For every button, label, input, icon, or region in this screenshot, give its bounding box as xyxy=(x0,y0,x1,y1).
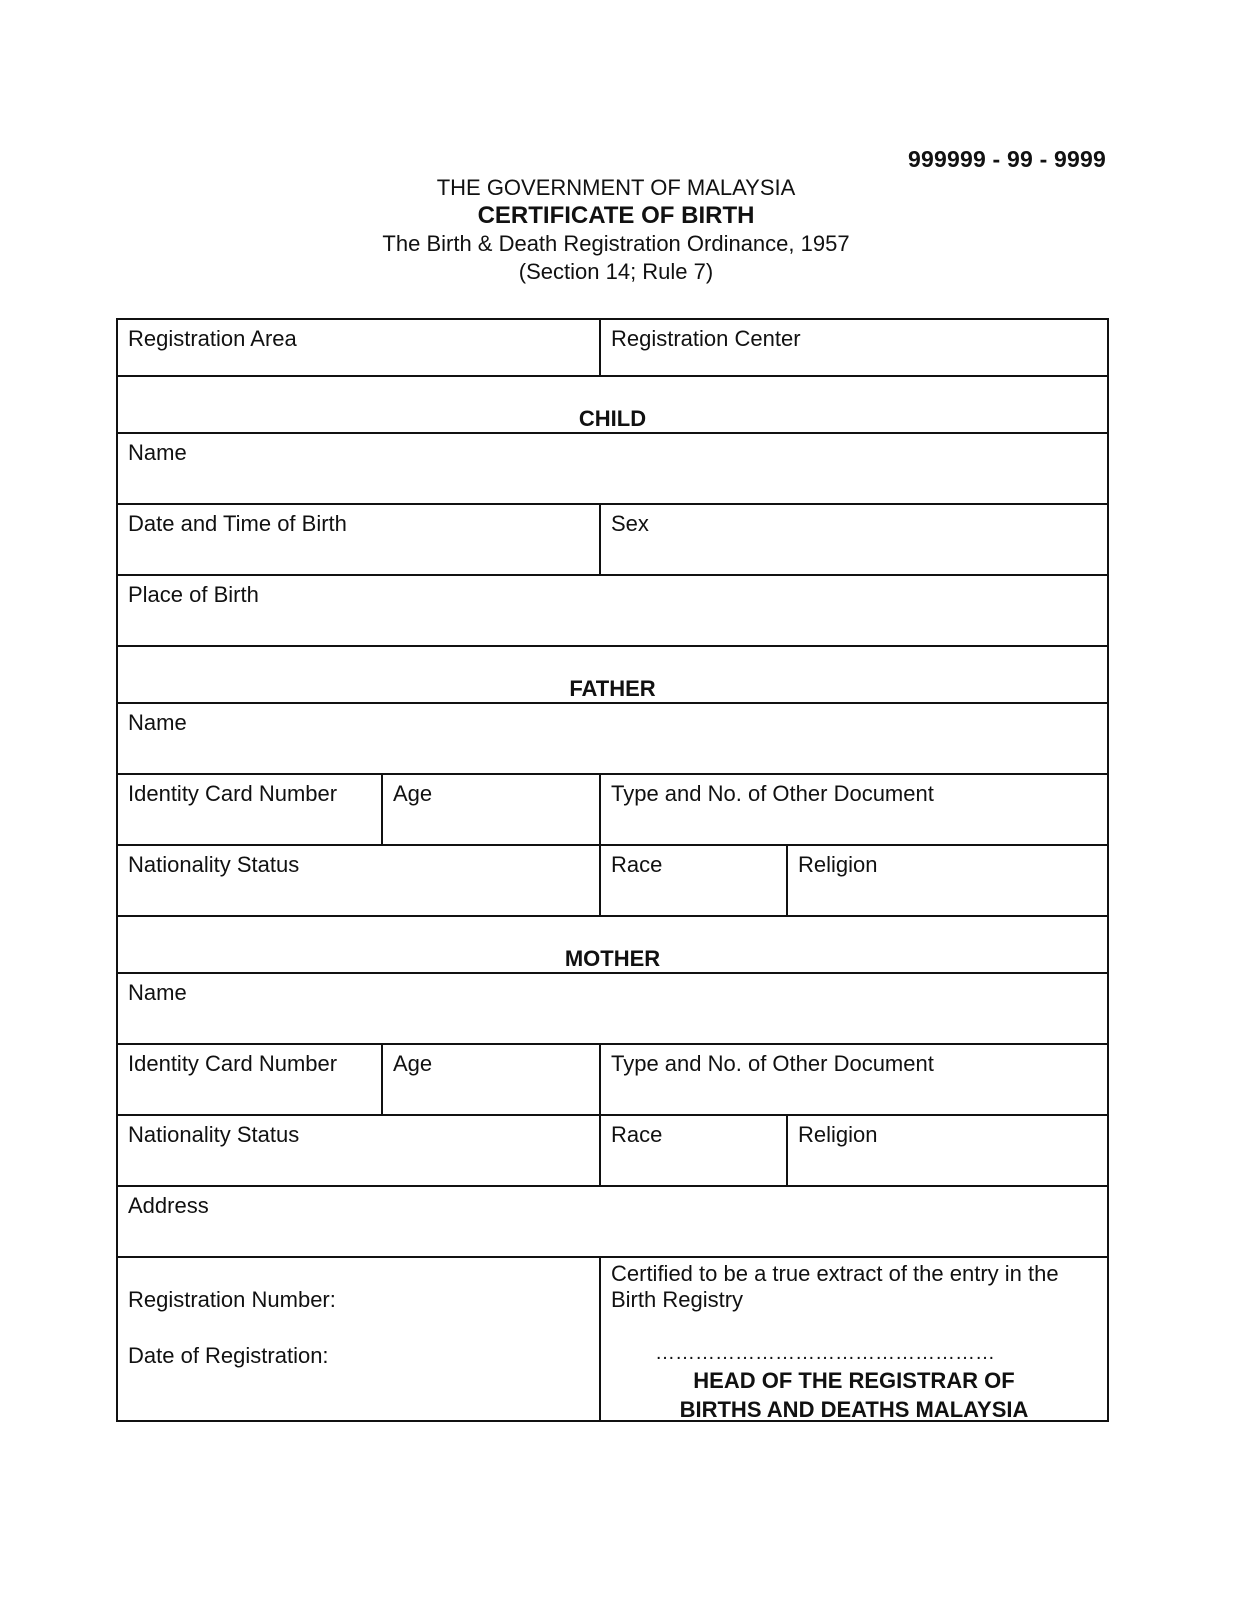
father-age-cell xyxy=(383,775,601,846)
father-ic-cell xyxy=(118,775,383,846)
mother-other-doc-label: Type and No. of Other Document xyxy=(611,1051,934,1076)
registration-area-cell xyxy=(118,320,601,377)
mother-heading-label: MOTHER xyxy=(564,946,661,971)
registration-date-label: Date of Registration: xyxy=(128,1343,329,1368)
father-nationality-label: Nationality Status xyxy=(128,852,300,877)
registration-number-label: Registration Number: xyxy=(128,1287,336,1312)
child-sex-label: Sex xyxy=(611,511,649,536)
father-other-doc-label: Type and No. of Other Document xyxy=(611,781,934,806)
signatory-line-2: BIRTHS AND DEATHS MALAYSIA xyxy=(679,1397,1029,1422)
certificate-title: CERTIFICATE OF BIRTH xyxy=(477,202,755,229)
mother-section-heading xyxy=(118,917,1107,974)
child-sex-cell xyxy=(601,505,1107,576)
child-place-label: Place of Birth xyxy=(128,582,259,607)
mother-name-label: Name xyxy=(128,980,187,1005)
child-heading-label: CHILD xyxy=(578,406,647,431)
father-section-heading xyxy=(118,647,1107,704)
mother-name-cell xyxy=(118,974,1107,1045)
signatory-line-1: HEAD OF THE REGISTRAR OF xyxy=(693,1368,1015,1393)
child-place-cell xyxy=(118,576,1107,647)
signature-line: …………………………………………… xyxy=(655,1342,995,1364)
child-dob-label: Date and Time of Birth xyxy=(128,511,347,536)
address-cell xyxy=(118,1187,1107,1258)
mother-other-doc-cell xyxy=(601,1045,1107,1116)
registration-center-label: Registration Center xyxy=(611,326,801,351)
father-heading-label: FATHER xyxy=(569,676,656,701)
signatory-title xyxy=(601,1366,1107,1424)
mother-ic-label: Identity Card Number xyxy=(128,1051,338,1076)
father-religion-label: Religion xyxy=(798,852,878,877)
mother-nationality-label: Nationality Status xyxy=(128,1122,300,1147)
mother-age-cell xyxy=(383,1045,601,1116)
father-race-cell xyxy=(601,846,788,917)
mother-religion-cell xyxy=(788,1116,1107,1187)
mother-race-cell xyxy=(601,1116,788,1187)
father-age-label: Age xyxy=(393,781,433,806)
registration-details-cell xyxy=(118,1258,601,1420)
government-name: THE GOVERNMENT OF MALAYSIA xyxy=(436,175,796,200)
certified-text: Certified to be a true extract of the entry in the Birth Registry xyxy=(611,1261,1059,1312)
document-number: 999999 - 99 - 9999 xyxy=(908,146,1106,172)
child-name-label: Name xyxy=(128,440,187,465)
section-reference: (Section 14; Rule 7) xyxy=(518,259,714,284)
father-race-label: Race xyxy=(611,852,663,877)
ordinance-reference: The Birth & Death Registration Ordinance, 1957 xyxy=(382,231,850,256)
father-nationality-cell xyxy=(118,846,601,917)
mother-ic-cell xyxy=(118,1045,383,1116)
certificate-header xyxy=(116,174,1116,286)
father-name-cell xyxy=(118,704,1107,775)
child-name-cell xyxy=(118,434,1107,505)
mother-nationality-cell xyxy=(118,1116,601,1187)
certification-cell xyxy=(601,1258,1107,1420)
address-label: Address xyxy=(128,1193,209,1218)
child-dob-cell xyxy=(118,505,601,576)
mother-race-label: Race xyxy=(611,1122,663,1147)
father-name-label: Name xyxy=(128,710,187,735)
registration-area-label: Registration Area xyxy=(128,326,297,351)
father-religion-cell xyxy=(788,846,1107,917)
child-section-heading xyxy=(118,377,1107,434)
father-other-doc-cell xyxy=(601,775,1107,846)
father-ic-label: Identity Card Number xyxy=(128,781,338,806)
mother-age-label: Age xyxy=(393,1051,433,1076)
birth-certificate-form xyxy=(116,318,1109,1422)
mother-religion-label: Religion xyxy=(798,1122,878,1147)
registration-center-cell xyxy=(601,320,1107,377)
